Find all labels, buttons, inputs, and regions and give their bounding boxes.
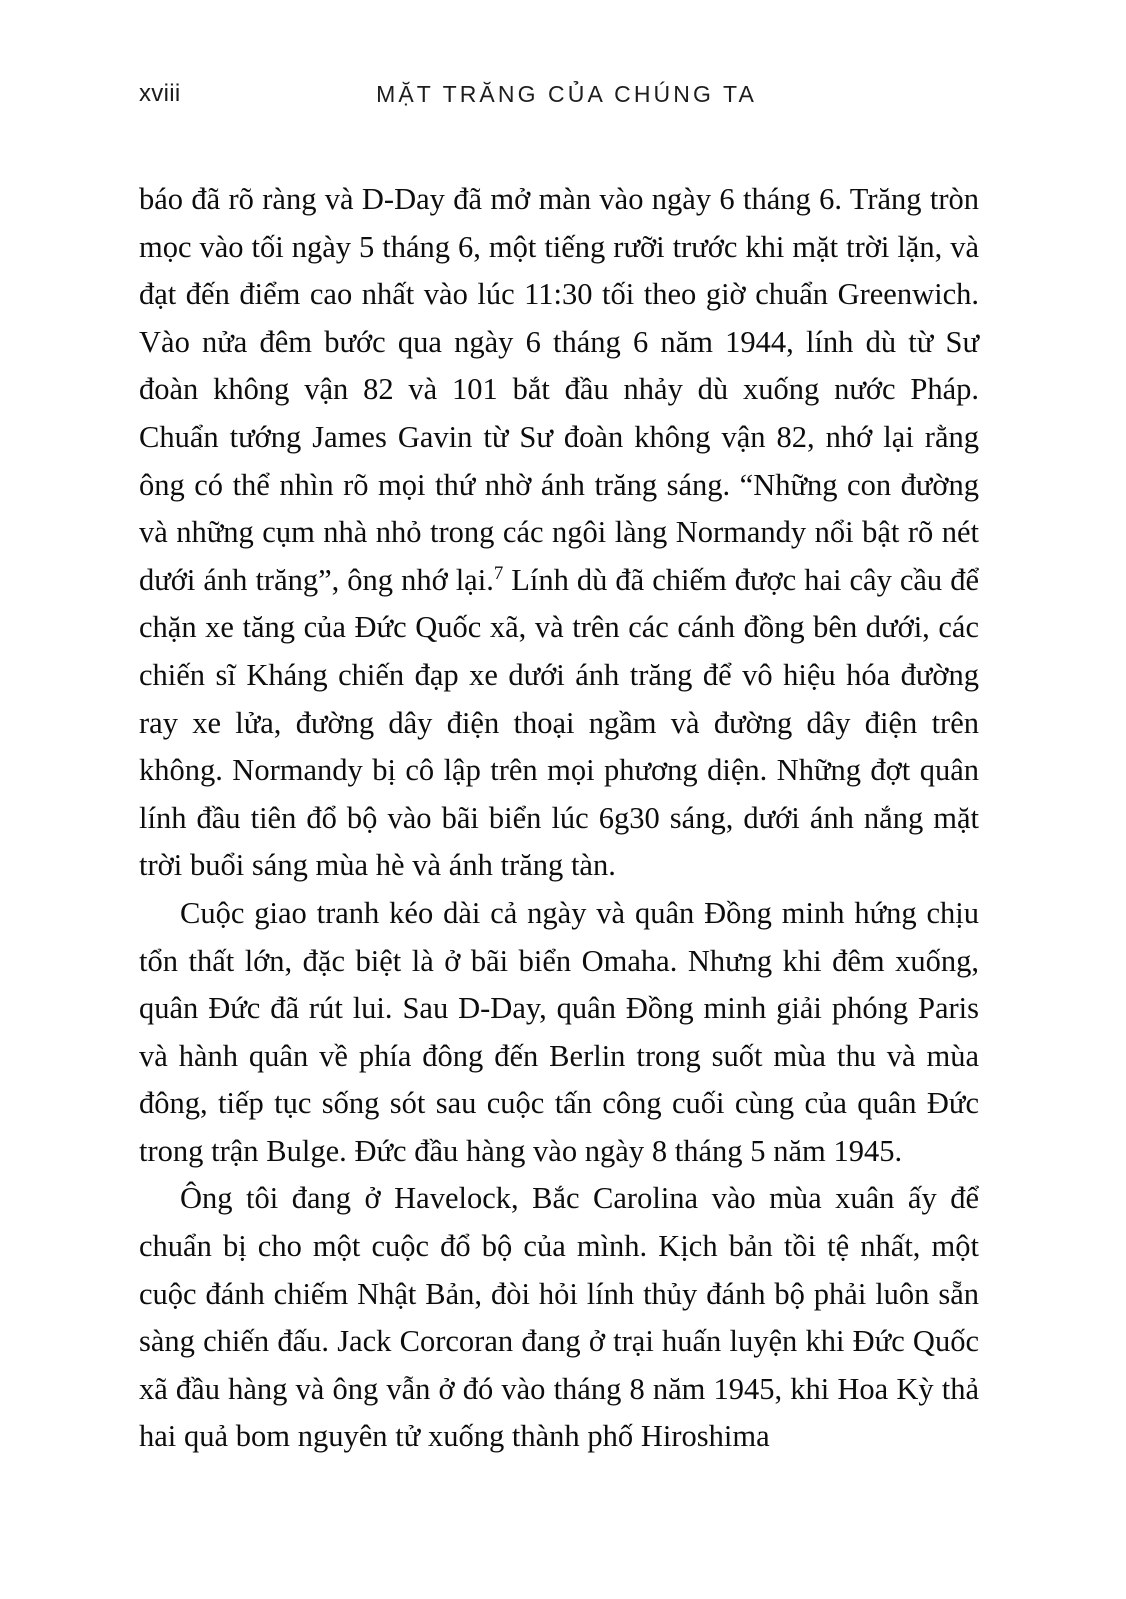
page-number: xviii [139, 80, 181, 107]
running-head-title: MẶT TRĂNG CỦA CHÚNG TA [376, 81, 757, 107]
paragraph-3: Ông tôi đang ở Havelock, Bắc Carolina vào mùa xuân ấy để chuẩn bị cho một cuộc đổ bộ của mình. Kịch bản tồi tệ nhất, một cuộc đánh chiếm Nhật Bản, đòi hỏi lính thủy đánh bộ phải luôn sẵn sàng chiến đấu. Jack Corcoran đang ở trại huấn luyện khi Đức Quốc xã đầu hàng và ông vẫn ở đó vào tháng 8 năm 1945, khi Hoa Kỳ thả hai quả bom nguyên tử xuống thành phố Hiroshima [139, 1181, 979, 1454]
paragraph-2: Cuộc giao tranh kéo dài cả ngày và quân Đồng minh hứng chịu tổn thất lớn, đặc biệt là ở bãi biển Omaha. Nhưng khi đêm xuống, quân Đức đã rút lui. Sau D-Day, quân Đồng minh giải phóng Paris và hành quân về phía đông đến Berlin trong suốt mùa thu và mùa đông, tiếp tục sống sót sau cuộc tấn công cuối cùng của quân Đức trong trận Bulge. Đức đầu hàng vào ngày 8 tháng 5 năm 1945. [139, 895, 979, 1168]
footnote-reference-7[interactable]: 7 [493, 562, 504, 584]
paragraph-1-text-before-note: báo đã rõ ràng và D-Day đã mở màn vào ngày 6 tháng 6. Trăng tròn mọc vào tối ngày 5 tháng 6, một tiếng rưỡi trước khi mặt trời lặn, và đạt đến điểm cao nhất vào lúc 11:30 tối theo giờ chuẩn Greenwich. Vào nửa đêm bước qua ngày 6 tháng 6 năm 1944, lính dù từ Sư đoàn không vận 82 và 101 bắt đầu nhảy dù xuống nước Pháp. Chuẩn tướng James Gavin từ Sư đoàn không vận 82, nhớ lại rằng ông có thể nhìn rõ mọi thứ nhờ ánh trăng sáng. “Những con đường và những cụm nhà nhỏ trong các ngôi làng Normandy nổi bật rõ nét dưới ánh trăng”, ông nhớ lại. [139, 182, 979, 597]
paragraph-1 [139, 176, 979, 890]
body-text-block [139, 176, 979, 1461]
running-head [139, 78, 978, 114]
paragraph-1-text-after-note: Lính dù đã chiếm được hai cây cầu để chặn xe tăng của Đức Quốc xã, và trên các cánh đồng bên dưới, các chiến sĩ Kháng chiến đạp xe dưới ánh trăng để vô hiệu hóa đường ray xe lửa, đường dây điện thoại ngầm và đường dây điện trên không. Normandy bị cô lập trên mọi phương diện. Những đợt quân lính đầu tiên đổ bộ vào bãi biển lúc 6g30 sáng, dưới ánh nắng mặt trời buổi sáng mùa hè và ánh trăng tàn. [139, 562, 979, 883]
